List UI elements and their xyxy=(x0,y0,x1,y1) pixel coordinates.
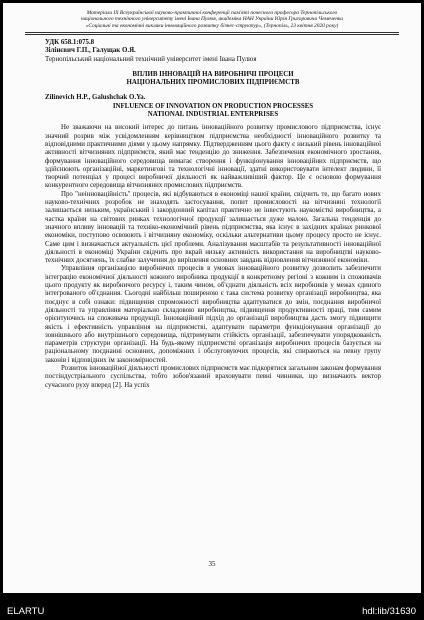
footer-source-label: ELARTU xyxy=(7,606,45,617)
footer-handle-label: hdl:lib/31630 xyxy=(362,606,416,617)
header-rule xyxy=(25,34,399,35)
article-body xyxy=(45,39,381,390)
header-line: національного технічного університету імені Івана Пулюя, академіка НАН України Юрія Григоровича Чемеченка xyxy=(81,16,343,23)
header-rule xyxy=(25,32,399,33)
header-line: «Соціальні та економічні виклики інноваційного розвитку бізнес-структур», (Тернопіль, 23 квітня 2020 року) xyxy=(85,22,339,29)
title-en-line: NATIONAL INDUSTRIAL ENTERPRISES xyxy=(147,111,279,119)
header-line: Матеріали IX Всеукраїнської науково-практичної конференції пам'яті почесного професора Тернопільського xyxy=(86,10,338,16)
body-paragraph: Про "неінноваційність" процесів, які відбуваються в економіці нашої країни, свідчить те, що багато нових науково-технічних розробок не знаходять застосування, попит промисловості на вітчизняні технології залишається низьким, український і закордонний капітал практично не інвестують наукомісткі виробництва, а частка країни на світових ринках технологічної продукції залишається дуже малою. Загальна тенденція до значного впливу інновацій та техніко-економічний рівень підприємства, яка існує в західних країнах ринкової економіки, поступово освоюють і вітчизняну економіку, оскільки альтернативи цьому процесу просто не існує. Саме цим і визначається актуальність цієї проблеми. Аналізування масштабів та результативності інноваційної діяльності в економіці України свідчить про вкрай низьку активність використання на виробництві науково-технічних досягнень, їх слабке залучення до вирішення основних завдань відновлення вітчизняної економіки. xyxy=(45,190,381,265)
title-ua-line: ВПЛИВ ІННОВАЦІЙ НА ВИРОБНИЧІ ПРОЦЕСИ xyxy=(132,70,294,78)
affiliation: Тернопільський національний технічний університет імені Івана Пулюя xyxy=(45,55,257,63)
title-en-line: INFLUENCE OF INNOVATION ON PRODUCTION PROCESSES xyxy=(112,102,314,110)
body-paragraph: Управління організацією виробничих процесів в умовах інноваційного розвитку дозволить забезпечити інтеграцію економічної діяльності кожного виробника продукції в конкретному регіоні з кожним із споживачів цього продукту як виробничого ресурсу і, таким чином, об'єднати діяльність всіх виробників у межах єдиного інтегрованого об'єднання. Сьогодні найбільш поширеною є така система розвитку організації виробництва, яка поєднує в собі ознаки: підвищення спроможності виробництва адаптуватися до змін, поєднання виробничої діяльності та управління матеріально складовою виробництва, підвищення продуктивності праці, тим самим орієнтуючись на споживача продукції. Інноваційний підхід до організації виробництва дасть змогу підвищити якість і ефективність управління на підприємстві, адаптувати параметри функціонування організації до зовнішнього або внутрішнього середовища, підтримувати стійкість організації, забезпечувати упорядкованість параметрів структури організації. На будь-якому підприємстві організація виробничих процесів базується на раціональному поєднанні основних, допоміжних і обслуговуючих процесів, які спираються на певну групу законів і відповідних їм закономірностей. xyxy=(45,265,381,364)
page-number: 35 xyxy=(208,560,216,568)
udk-code: УДК 658.1:075.8 xyxy=(45,39,95,46)
authors-ua: Зілінєвич Г.П., Галущак О.Я. xyxy=(45,47,136,55)
title-ua-line: НАЦІОНАЛЬНИХ ПРОМИСЛОВИХ ПІДПРИЄМСТВ xyxy=(126,79,300,87)
body-paragraph: Не зважаючи на високий інтерес до питань інноваційного розвитку промислового підприємства, існує значний розрив між усвідомленням керівництвом підприємства необхідності інноваційного розвитку та відповідними практичними діями у цьому напрямку. Підтвердженням цього факту є низький рівень інноваційної активності вітчизняних підприємств, який має тенденцію до зниження. Забезпечення економічного зростання, формування інноваційного середовища вимагає створення і функціонування інноваційних підприємств, що здійснюють організаційні, маркетингові та технологічні інновації, здатні використовувати інтелект людини, її творчий потенціал у процесі виробничої діяльності як найважливіший фактор. Це є основою формування конкурентного середовища вітчизняних промислових підприємств. xyxy=(45,124,381,190)
conference-header xyxy=(25,10,399,29)
authors-en: Zilinevich H.P., Galushchak O.Ya. xyxy=(45,94,146,102)
document-page xyxy=(3,3,421,593)
body-paragraph: Розвиток інноваційної діяльності промислових підприємств має підкорятися загальним законам формування постіндустріального суспільства, тобто зобов'язаний враховувати певні чинники, що визначають вектор сучасного руху вперед [2]. На успіх xyxy=(45,364,381,389)
